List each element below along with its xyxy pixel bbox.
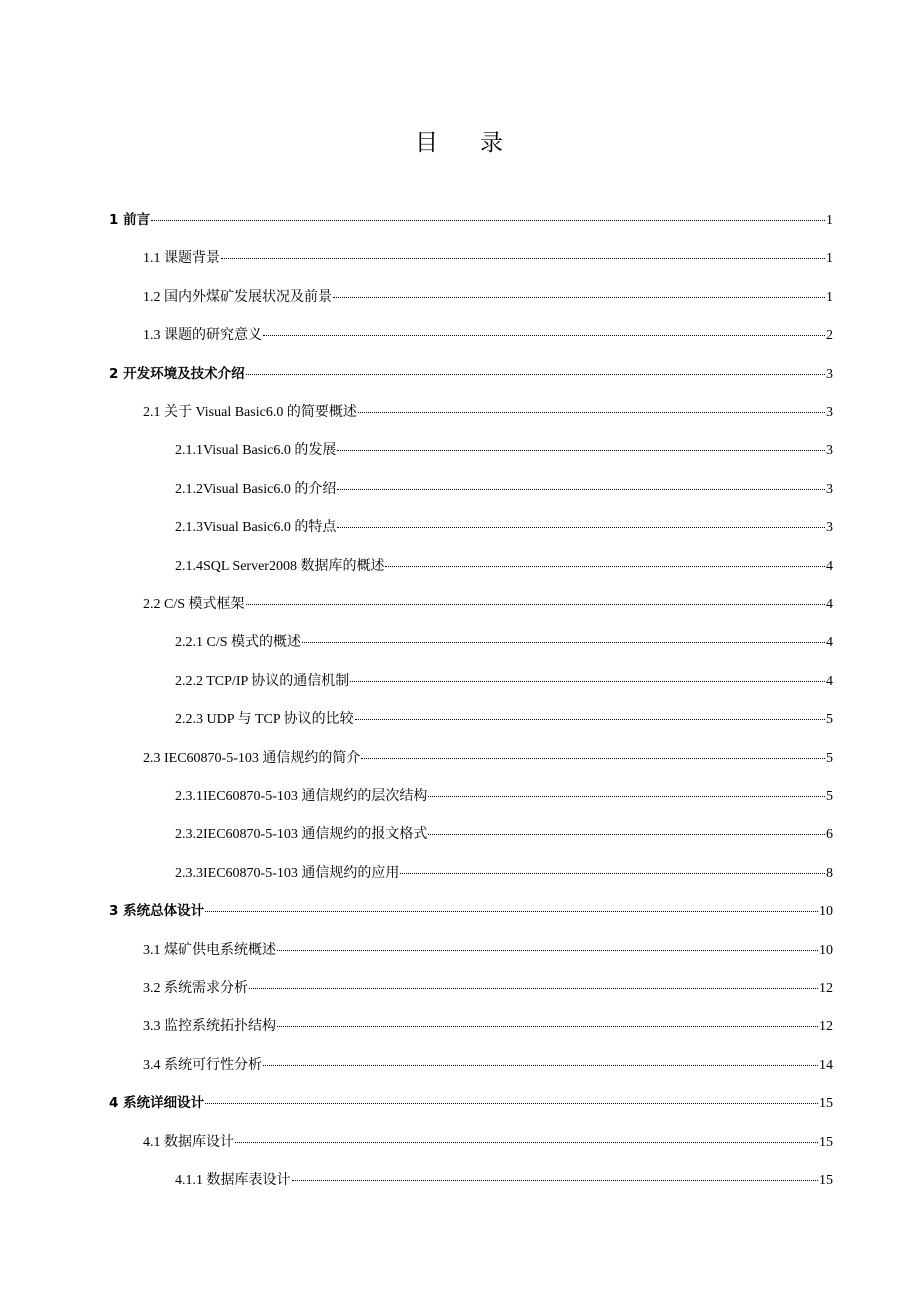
dot-leader bbox=[221, 244, 825, 259]
toc-entry-label: 4.1.1 数据库表设计 bbox=[175, 1173, 291, 1188]
toc-entry-label: 2.2.1 C/S 模式的概述 bbox=[175, 635, 302, 651]
toc-entry-label: 1.2 国内外煤矿发展状况及前景 bbox=[143, 289, 332, 305]
toc-entry-page-number: 1 bbox=[826, 213, 833, 228]
dot-leader bbox=[428, 782, 825, 797]
toc-entry-page-number: 12 bbox=[819, 1019, 833, 1035]
toc-entry-label: 2.1 关于 Visual Basic6.0 的简要概述 bbox=[143, 405, 357, 420]
dot-leader bbox=[249, 974, 818, 989]
toc-entry-label: 1.1 课题背景 bbox=[143, 251, 220, 267]
dot-leader bbox=[292, 1166, 819, 1181]
toc-entry-label: 2.1.2Visual Basic6.0 的介绍 bbox=[175, 481, 337, 497]
toc-entry-label: 4 系统详细设计 bbox=[109, 1095, 205, 1112]
dot-leader bbox=[263, 1051, 818, 1066]
dot-leader bbox=[337, 513, 825, 528]
dot-leader bbox=[277, 936, 818, 951]
toc-entry-label: 2.1.3Visual Basic6.0 的特点 bbox=[175, 520, 337, 536]
toc-entry-page-number: 5 bbox=[826, 712, 833, 728]
toc-entry-page-number: 10 bbox=[819, 942, 833, 958]
toc-entry-page-number: 15 bbox=[819, 1096, 833, 1112]
toc-entry-page-number: 15 bbox=[819, 1134, 833, 1150]
toc-entry[interactable] bbox=[143, 1054, 833, 1074]
toc-entry[interactable] bbox=[143, 286, 833, 306]
dot-leader bbox=[358, 398, 825, 413]
dot-leader bbox=[246, 590, 825, 605]
dot-leader bbox=[350, 667, 825, 682]
toc-entry[interactable] bbox=[143, 747, 833, 767]
toc-entry-label: 2.3.2IEC60870-5-103 通信规约的报文格式 bbox=[175, 827, 428, 843]
toc-entry-page-number: 1 bbox=[826, 251, 833, 267]
dot-leader bbox=[337, 475, 825, 490]
toc-entry-page-number: 4 bbox=[826, 673, 833, 689]
toc-entry-label: 2.1.4SQL Server2008 数据库的概述 bbox=[175, 558, 385, 574]
toc-entry-page-number: 3 bbox=[826, 520, 833, 536]
dot-leader bbox=[205, 1089, 818, 1104]
toc-entry[interactable] bbox=[143, 593, 833, 613]
dot-leader bbox=[235, 1128, 818, 1143]
toc-entry-label: 3 系统总体设计 bbox=[109, 903, 205, 920]
toc-entry-page-number: 1 bbox=[826, 289, 833, 305]
toc-entry-page-number: 12 bbox=[819, 981, 833, 996]
toc-entry-label: 2.2 C/S 模式框架 bbox=[143, 597, 245, 612]
toc-entry[interactable] bbox=[175, 862, 833, 882]
dot-leader bbox=[355, 705, 825, 720]
toc-entry[interactable] bbox=[175, 785, 833, 805]
toc-entry-label: 2.3.3IEC60870-5-103 通信规约的应用 bbox=[175, 865, 400, 881]
toc-entry-page-number: 4 bbox=[826, 558, 833, 574]
dot-leader bbox=[333, 283, 825, 298]
dot-leader bbox=[246, 360, 825, 375]
title-char-2: 录 bbox=[480, 130, 505, 156]
toc-entry-page-number: 4 bbox=[826, 635, 833, 651]
toc-entry-label: 1 前言 bbox=[109, 212, 151, 228]
toc-entry-page-number: 2 bbox=[826, 328, 833, 344]
dot-leader bbox=[385, 552, 825, 567]
toc-entry-page-number: 3 bbox=[826, 366, 833, 382]
toc-entry-label: 4.1 数据库设计 bbox=[143, 1134, 234, 1150]
toc-entry-page-number: 5 bbox=[826, 789, 833, 804]
toc-entry[interactable] bbox=[175, 478, 833, 498]
toc-entry-label: 3.1 煤矿供电系统概述 bbox=[143, 942, 276, 958]
page-title bbox=[0, 124, 920, 157]
dot-leader bbox=[205, 897, 818, 912]
toc-entry[interactable] bbox=[109, 209, 833, 229]
dot-leader bbox=[263, 321, 825, 336]
toc-entry-label: 2.2.2 TCP/IP 协议的通信机制 bbox=[175, 673, 350, 689]
toc-entry-page-number: 5 bbox=[826, 750, 833, 766]
toc-entry[interactable] bbox=[109, 900, 833, 920]
toc-entry-page-number: 3 bbox=[826, 405, 833, 420]
toc-entry[interactable] bbox=[175, 516, 833, 536]
toc-entry-page-number: 3 bbox=[826, 443, 833, 459]
toc-entry-page-number: 8 bbox=[826, 865, 833, 881]
toc-entry[interactable] bbox=[175, 439, 833, 459]
toc-entry-label: 3.2 系统需求分析 bbox=[143, 981, 248, 996]
toc-entry[interactable] bbox=[109, 363, 833, 383]
toc-entry[interactable] bbox=[175, 555, 833, 575]
dot-leader bbox=[361, 744, 825, 759]
toc-entry-label: 2 开发环境及技术介绍 bbox=[109, 365, 245, 382]
toc-entry[interactable] bbox=[175, 631, 833, 651]
toc-entry[interactable] bbox=[143, 324, 833, 344]
toc-entry-label: 2.2.3 UDP 与 TCP 协议的比较 bbox=[175, 712, 354, 728]
toc-entry-label: 1.3 课题的研究意义 bbox=[143, 328, 262, 344]
toc-entry[interactable] bbox=[109, 1092, 833, 1112]
toc-entry[interactable] bbox=[143, 939, 833, 959]
toc-entry-page-number: 4 bbox=[826, 597, 833, 612]
toc-entry-label: 2.3.1IEC60870-5-103 通信规约的层次结构 bbox=[175, 789, 428, 804]
toc-entry[interactable] bbox=[143, 1015, 833, 1035]
toc-entry-label: 2.1.1Visual Basic6.0 的发展 bbox=[175, 443, 337, 459]
toc-entry-page-number: 14 bbox=[819, 1057, 833, 1073]
toc-entry-page-number: 15 bbox=[819, 1173, 833, 1188]
toc-entry[interactable] bbox=[175, 670, 833, 690]
toc-entry[interactable] bbox=[175, 708, 833, 728]
toc-entry[interactable] bbox=[143, 1131, 833, 1151]
toc-entry-label: 3.3 监控系统拓扑结构 bbox=[143, 1019, 276, 1035]
title-char-1: 目 bbox=[415, 130, 440, 156]
toc-entry-label: 3.4 系统可行性分析 bbox=[143, 1057, 262, 1073]
dot-leader bbox=[400, 859, 825, 874]
dot-leader bbox=[428, 820, 825, 835]
dot-leader bbox=[277, 1012, 818, 1027]
dot-leader bbox=[302, 628, 825, 643]
toc-entry-page-number: 3 bbox=[826, 481, 833, 497]
toc-entry[interactable] bbox=[143, 247, 833, 267]
toc-entry[interactable] bbox=[175, 1169, 833, 1189]
toc-entry[interactable] bbox=[175, 823, 833, 843]
dot-leader bbox=[337, 436, 825, 451]
dot-leader bbox=[151, 206, 825, 221]
toc-entry-label: 2.3 IEC60870-5-103 通信规约的简介 bbox=[143, 750, 361, 766]
toc-entry[interactable] bbox=[143, 401, 833, 421]
toc-entry-page-number: 10 bbox=[819, 904, 833, 920]
toc-entry[interactable] bbox=[143, 977, 833, 997]
toc-entry-page-number: 6 bbox=[826, 827, 833, 843]
